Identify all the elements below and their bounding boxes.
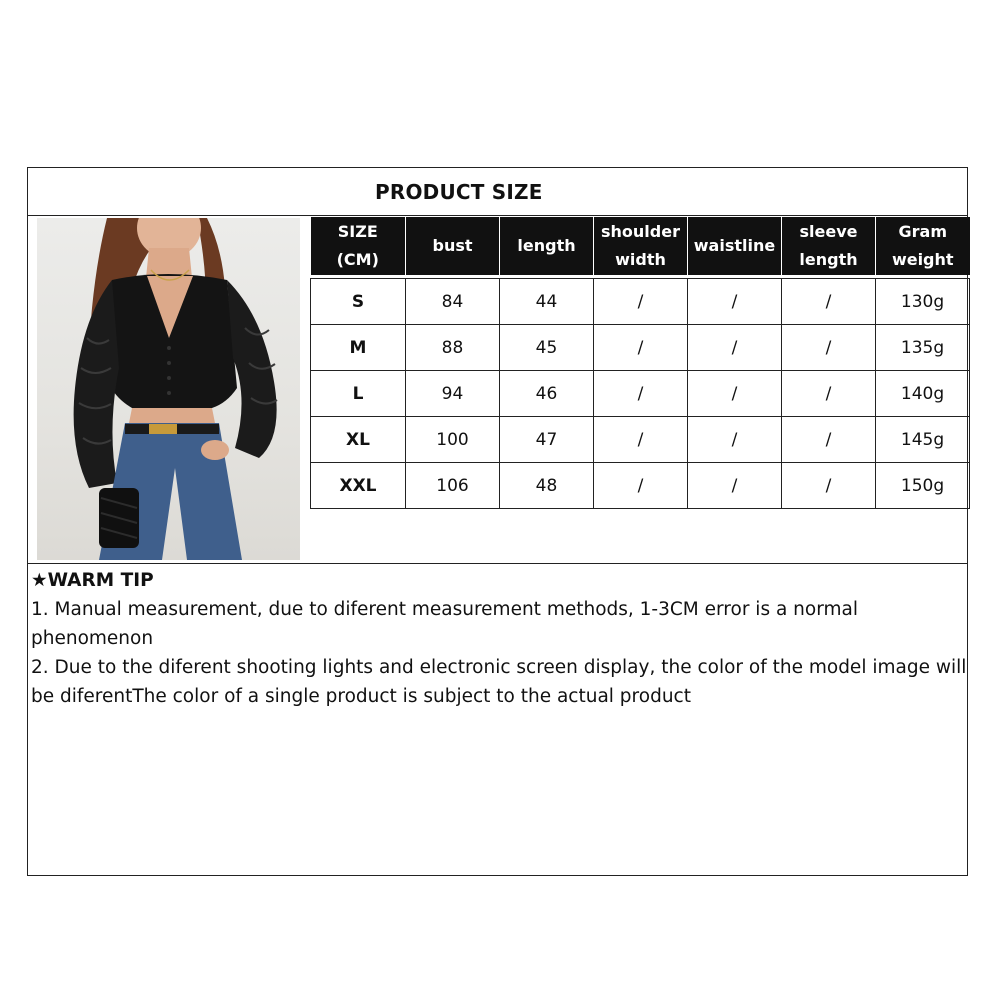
gram-weight-cell: 135g: [876, 325, 970, 371]
waistline-cell: /: [688, 325, 782, 371]
shoulder-width-cell: /: [594, 463, 688, 509]
header-shoulder-width: shoulder width: [594, 217, 688, 275]
warm-tip-title: ★WARM TIP: [31, 570, 154, 591]
warm-tip-line: 2. Due to the diferent shooting lights and electronic screen display, the color of the model image will be diferentThe color of a single product is subject to the actual product: [31, 657, 967, 707]
bust-cell: 84: [406, 279, 500, 325]
page-title: PRODUCT SIZE: [375, 180, 543, 204]
length-cell: 45: [500, 325, 594, 371]
sleeve-length-cell: /: [782, 371, 876, 417]
header-gram-weight: Gram weight: [876, 217, 970, 275]
table-row: [311, 371, 970, 417]
bust-cell: 100: [406, 417, 500, 463]
length-cell: 48: [500, 463, 594, 509]
waistline-cell: /: [688, 279, 782, 325]
size-cell: S: [311, 279, 406, 325]
length-cell: 47: [500, 417, 594, 463]
bust-cell: 88: [406, 325, 500, 371]
sleeve-length-cell: /: [782, 325, 876, 371]
size-table: [310, 217, 970, 509]
shoulder-width-cell: /: [594, 325, 688, 371]
shoulder-width-cell: /: [594, 417, 688, 463]
header-sleeve-length: sleeve length: [782, 217, 876, 275]
table-row: [311, 417, 970, 463]
gram-weight-cell: 145g: [876, 417, 970, 463]
waistline-cell: /: [688, 463, 782, 509]
sleeve-length-cell: /: [782, 417, 876, 463]
header-waistline: waistline: [688, 217, 782, 275]
header-bust: bust: [406, 217, 500, 275]
bust-cell: 94: [406, 371, 500, 417]
header-size: SIZE (CM): [311, 217, 406, 275]
table-row: [311, 325, 970, 371]
warm-tip-line: 1. Manual measurement, due to diferent measurement methods, 1-3CM error is a normal phenomenon: [31, 599, 858, 649]
model-photo: [37, 218, 300, 560]
gram-weight-cell: 150g: [876, 463, 970, 509]
shoulder-width-cell: /: [594, 279, 688, 325]
header-length: length: [500, 217, 594, 275]
table-row: [311, 463, 970, 509]
table-header-row: [311, 217, 970, 275]
length-cell: 46: [500, 371, 594, 417]
title-row: [28, 168, 967, 216]
model-photo-illustration: [37, 218, 300, 560]
size-cell: XXL: [311, 463, 406, 509]
size-chart-frame: [27, 167, 968, 876]
size-cell: M: [311, 325, 406, 371]
waistline-cell: /: [688, 371, 782, 417]
warm-tip-section: [28, 563, 967, 711]
gram-weight-cell: 140g: [876, 371, 970, 417]
size-cell: L: [311, 371, 406, 417]
table-row: [311, 279, 970, 325]
length-cell: 44: [500, 279, 594, 325]
bust-cell: 106: [406, 463, 500, 509]
sleeve-length-cell: /: [782, 279, 876, 325]
waistline-cell: /: [688, 417, 782, 463]
gram-weight-cell: 130g: [876, 279, 970, 325]
shoulder-width-cell: /: [594, 371, 688, 417]
size-cell: XL: [311, 417, 406, 463]
sleeve-length-cell: /: [782, 463, 876, 509]
